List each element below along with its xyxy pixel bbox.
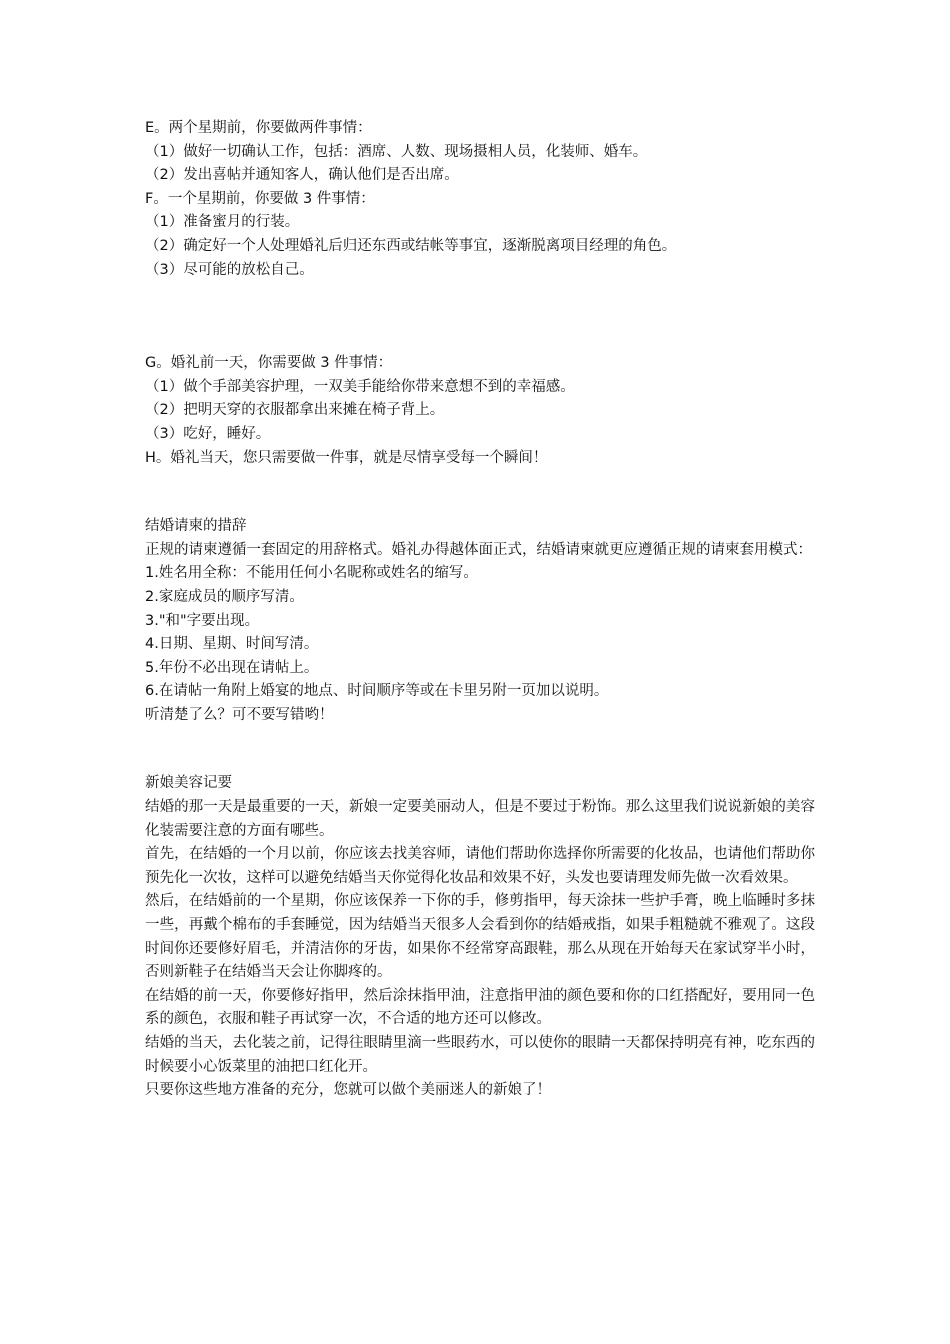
spacer xyxy=(145,282,815,352)
item-f-heading: F。一个星期前，你要做 3 件事情： xyxy=(145,190,375,207)
section-day-before-wedding-day xyxy=(145,352,815,470)
beauty-paragraph-3: 然后，在结婚前的一个星期，你应该保养一下你的手，修剪指甲，每天涂抹一些护手膏，晚上临睡时多抹一些，再戴个棉布的手套睡觉，因为结婚当天很多人会看到你的结婚戒指，如果手粗糙就不雅观了。这段时间你还要修好眉毛，并清洁你的牙齿，如果你不经常穿高跟鞋，那么从现在开始每天在家试穿半小时，否则新鞋子在结婚当天会让你脚疼的。 xyxy=(145,893,815,981)
invitation-intro: 正规的请柬遵循一套固定的用辞格式。婚礼办得越体面正式，结婚请柬就更应遵循正规的请柬套用模式： xyxy=(145,541,812,558)
beauty-closing: 只要你这些地方准备的充分，您就可以做个美丽迷人的新娘了！ xyxy=(145,1082,551,1099)
item-e-2: （2）发出喜帖并通知客人，确认他们是否出席。 xyxy=(145,167,459,184)
section-two-weeks-one-week xyxy=(145,117,815,282)
invitation-rule-6: 6.在请帖一角附上婚宴的地点、时间顺序等或在卡里另附一页加以说明。 xyxy=(145,683,609,700)
item-f-3: （3）尽可能的放松自己。 xyxy=(145,261,314,278)
invitation-rule-3: 3."和"字要出现。 xyxy=(145,612,260,629)
invitation-rule-4: 4.日期、星期、时间写清。 xyxy=(145,636,319,653)
spacer xyxy=(145,470,815,515)
invitation-rule-5: 5.年份不必出现在请帖上。 xyxy=(145,659,319,676)
beauty-paragraph-2: 首先，在结婚的一个月以前，你应该去找美容师，请他们帮助你选择你所需要的化妆品，也请他们帮助你预先化一次妆，这样可以避免结婚当天你觉得化妆品和效果不好，头发也要请理发师先做一次看效果。 xyxy=(145,846,815,886)
item-e-heading: E。两个星期前，你要做两件事情： xyxy=(145,120,372,136)
item-f-2: （2）确定好一个人处理婚礼后归还东西或结帐等事宜，逐渐脱离项目经理的角色。 xyxy=(145,237,677,254)
section-bridal-beauty xyxy=(145,772,815,1102)
item-g-heading: G。婚礼前一天，你需要做 3 件事情： xyxy=(145,355,393,372)
item-g-2: （2）把明天穿的衣服都拿出来摊在椅子背上。 xyxy=(145,402,445,419)
section-invitation-wording xyxy=(145,515,815,727)
beauty-paragraph-5: 结婚的当天，去化装之前，记得往眼睛里滴一些眼药水，可以使你的眼睛一天都保持明亮有神，吃东西的时候要小心饭菜里的油把口红化开。 xyxy=(145,1035,815,1075)
spacer xyxy=(145,727,815,772)
beauty-title: 新娘美容记要 xyxy=(145,775,232,792)
invitation-title: 结婚请柬的措辞 xyxy=(145,518,247,535)
invitation-rule-2: 2.家庭成员的顺序写清。 xyxy=(145,588,304,605)
invitation-rule-1: 1.姓名用全称：不能用任何小名昵称或姓名的缩写。 xyxy=(145,565,478,582)
item-e-1: （1）做好一切确认工作，包括：酒席、人数、现场摄相人员，化装师、婚车。 xyxy=(145,143,648,160)
invitation-closing: 听清楚了么？可不要写错哟！ xyxy=(145,706,334,723)
item-f-1: （1）准备蜜月的行装。 xyxy=(145,214,300,231)
document-page xyxy=(145,117,815,1103)
item-g-3: （3）吃好，睡好。 xyxy=(145,425,271,442)
item-h-heading: H。婚礼当天，您只需要做一件事，就是尽情享受每一个瞬间！ xyxy=(145,449,548,466)
beauty-paragraph-4: 在结婚的前一天，你要修好指甲，然后涂抹指甲油，注意指甲油的颜色要和你的口红搭配好，要用同一色系的颜色，衣服和鞋子再试穿一次，不合适的地方还可以修改。 xyxy=(145,987,815,1028)
item-g-1: （1）做个手部美容护理，一双美手能给你带来意想不到的幸福感。 xyxy=(145,378,575,395)
beauty-paragraph-1: 结婚的那一天是最重要的一天，新娘一定要美丽动人，但是不要过于粉饰。那么这里我们说说新娘的美容化装需要注意的方面有哪些。 xyxy=(145,799,815,839)
